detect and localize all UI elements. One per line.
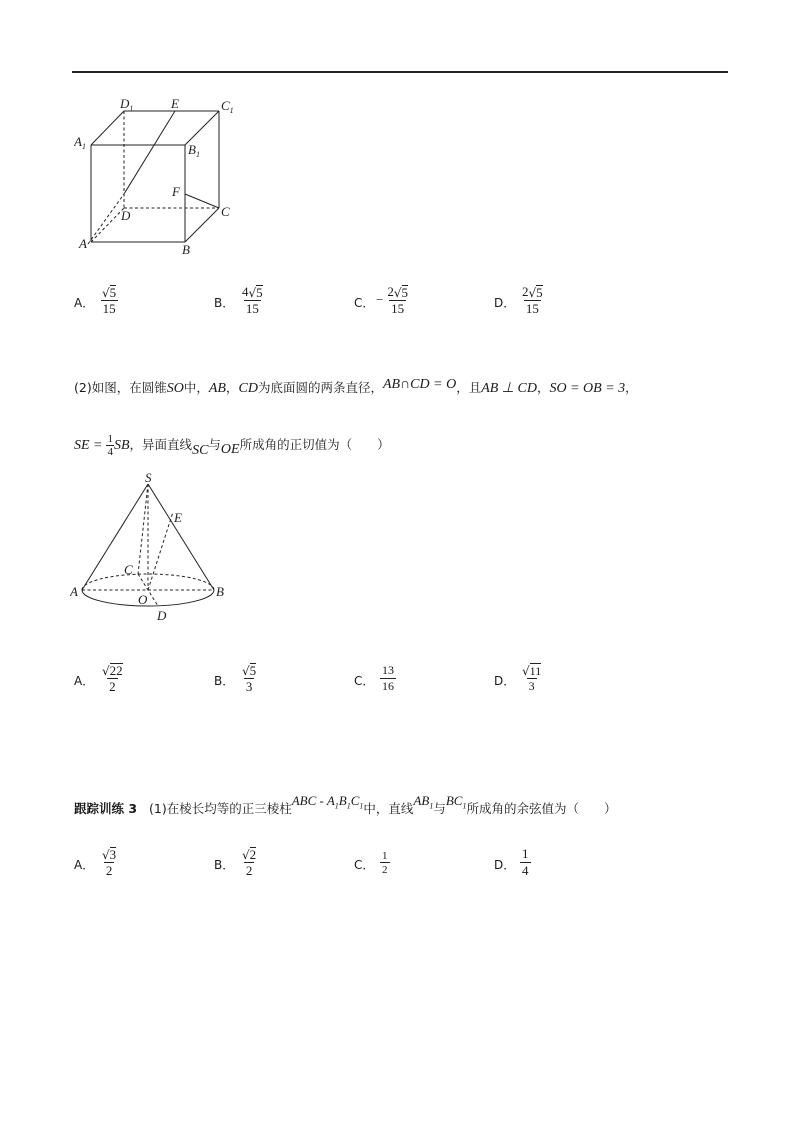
option-fraction: 4 √ 5 15 [242, 284, 263, 316]
top-rule [72, 71, 728, 73]
fraction-one-quarter: $\frac{1}{4}$ [107, 433, 113, 458]
q3-question: 跟踪训练 3 (1)在棱长均等的正三棱柱ABC - $A_1B_1C_1$中，直线$AB_1$与$BC_1$所成角的余弦值为（ ） [74, 793, 617, 816]
q1-option-b[interactable] [214, 276, 354, 316]
option-letter: C． [354, 858, 375, 872]
option-fraction: $\frac{1}{2}$ [382, 850, 388, 876]
q3-option-a[interactable] [74, 838, 214, 878]
option-letter: C． [354, 296, 375, 310]
option-fraction: √ 5 15 [102, 285, 117, 316]
option-fraction: √ 2 2 [242, 847, 257, 878]
section-title: 跟踪训练 3 [74, 801, 138, 816]
label-a1: $A_1$ [74, 134, 86, 151]
q2-option-d[interactable] [494, 654, 634, 694]
label-b: B [216, 584, 224, 599]
option-letter: C． [354, 674, 375, 688]
option-letter: D． [494, 296, 516, 310]
option-letter: D． [494, 858, 516, 872]
cube-figure [74, 96, 244, 261]
option-letter: A． [74, 674, 95, 688]
option-fraction: $\frac{13}{16}$ [382, 663, 394, 693]
q1-option-d[interactable] [494, 276, 634, 316]
option-letter: A． [74, 858, 95, 872]
label-c: C [124, 562, 133, 577]
option-letter: A． [74, 296, 95, 310]
option-fraction: √ 11 3 [522, 664, 542, 693]
label-b1: $B_1$ [188, 142, 200, 159]
option-fraction: √ 5 3 [242, 663, 257, 694]
label-c: C [221, 204, 230, 219]
cone-figure [70, 470, 240, 625]
label-e: E [171, 96, 179, 111]
option-fraction: $\frac{1}{4}$ [522, 846, 529, 878]
q3-option-c[interactable] [354, 838, 494, 878]
q1-options [74, 276, 634, 316]
q3-options [74, 838, 634, 878]
label-b: B [182, 242, 190, 257]
option-fraction: √ 3 2 [102, 847, 117, 878]
label-c1: $C_1$ [221, 98, 234, 115]
option-letter: D． [494, 674, 516, 688]
q2-option-a[interactable] [74, 654, 214, 694]
label-f: F [172, 184, 180, 199]
label-e: E [174, 510, 182, 525]
option-letter: B． [214, 674, 235, 688]
label-s: S [145, 470, 152, 485]
label-d1: $D_1$ [120, 96, 134, 113]
option-letter: B． [214, 858, 235, 872]
label-d: D [121, 208, 131, 223]
q1-option-c[interactable] [354, 276, 494, 316]
label-o: O [138, 592, 148, 607]
label-a: A [70, 584, 78, 599]
q2-option-c[interactable] [354, 654, 494, 694]
q1-option-a[interactable] [74, 276, 214, 316]
q2-option-b[interactable] [214, 654, 354, 694]
option-fraction: − 2 √ 5 15 [376, 284, 408, 316]
label-d: D [157, 608, 167, 623]
q2-line-2: SE = $\frac{1}{4}$ SB，异面直线SC与OE所成角的正切值为（ ） [74, 433, 390, 458]
label-a: A [79, 236, 87, 251]
option-fraction: 2 √ 5 15 [522, 284, 543, 316]
option-fraction: √ 22 2 [102, 663, 123, 694]
q2-options [74, 654, 634, 694]
q3-option-d[interactable] [494, 838, 634, 878]
q2-line-1: (2)如图，在圆锥SO中，AB，CD为底面圆的两条直径，AB∩CD = O，且AB ⊥ CD，SO = OB = 3， [74, 377, 638, 396]
option-letter: B． [214, 296, 235, 310]
q3-option-b[interactable] [214, 838, 354, 878]
